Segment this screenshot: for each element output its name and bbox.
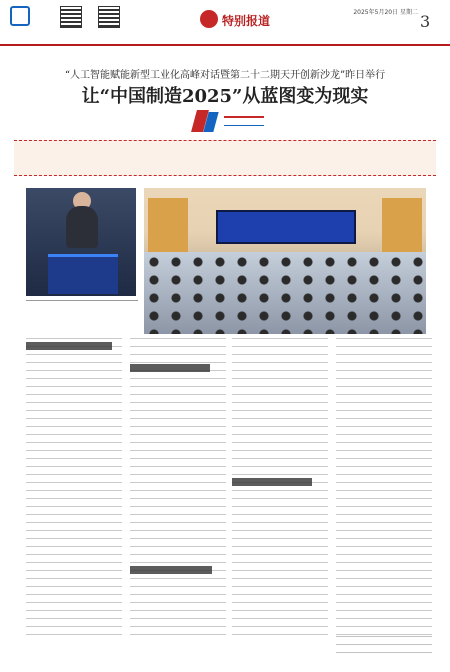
qr-code-icon: [98, 6, 120, 28]
page-number: 3: [420, 12, 431, 31]
emblem-logo-icon: [186, 110, 266, 134]
speaker-figure: [66, 206, 98, 248]
stage-screen: [216, 210, 356, 244]
subheading: [130, 364, 210, 372]
lead-paragraph: [14, 140, 436, 176]
podium: [48, 254, 118, 294]
photo-caption: [26, 300, 138, 334]
text-column: [130, 338, 226, 638]
section-logo-icon: [200, 10, 218, 28]
main-headline: 让“中国制造2025”从蓝图变为现实: [81, 86, 369, 107]
text-column: [232, 338, 328, 638]
subheading: [232, 478, 312, 486]
text-column: [336, 338, 432, 638]
masthead: [0, 0, 450, 46]
byline: [336, 636, 432, 658]
speaker-photo: [26, 188, 136, 296]
text-column: [26, 338, 122, 638]
kicker-headline: “人工智能赋能新型工业化高峰对话暨第二十二期天开创新沙龙”昨日举行: [64, 70, 386, 81]
section-title: 特别报道: [222, 14, 271, 28]
audience: [144, 252, 426, 334]
subheading: [130, 566, 212, 574]
article-body: [26, 338, 432, 638]
dateline: 2025年5月20日 星期二: [353, 9, 418, 16]
qr-code-icon: [60, 6, 82, 28]
emblem-lines: [224, 116, 264, 126]
newspaper-logo-icon: [10, 6, 30, 26]
subheading: [26, 342, 112, 350]
conference-hall-photo: [144, 188, 426, 334]
